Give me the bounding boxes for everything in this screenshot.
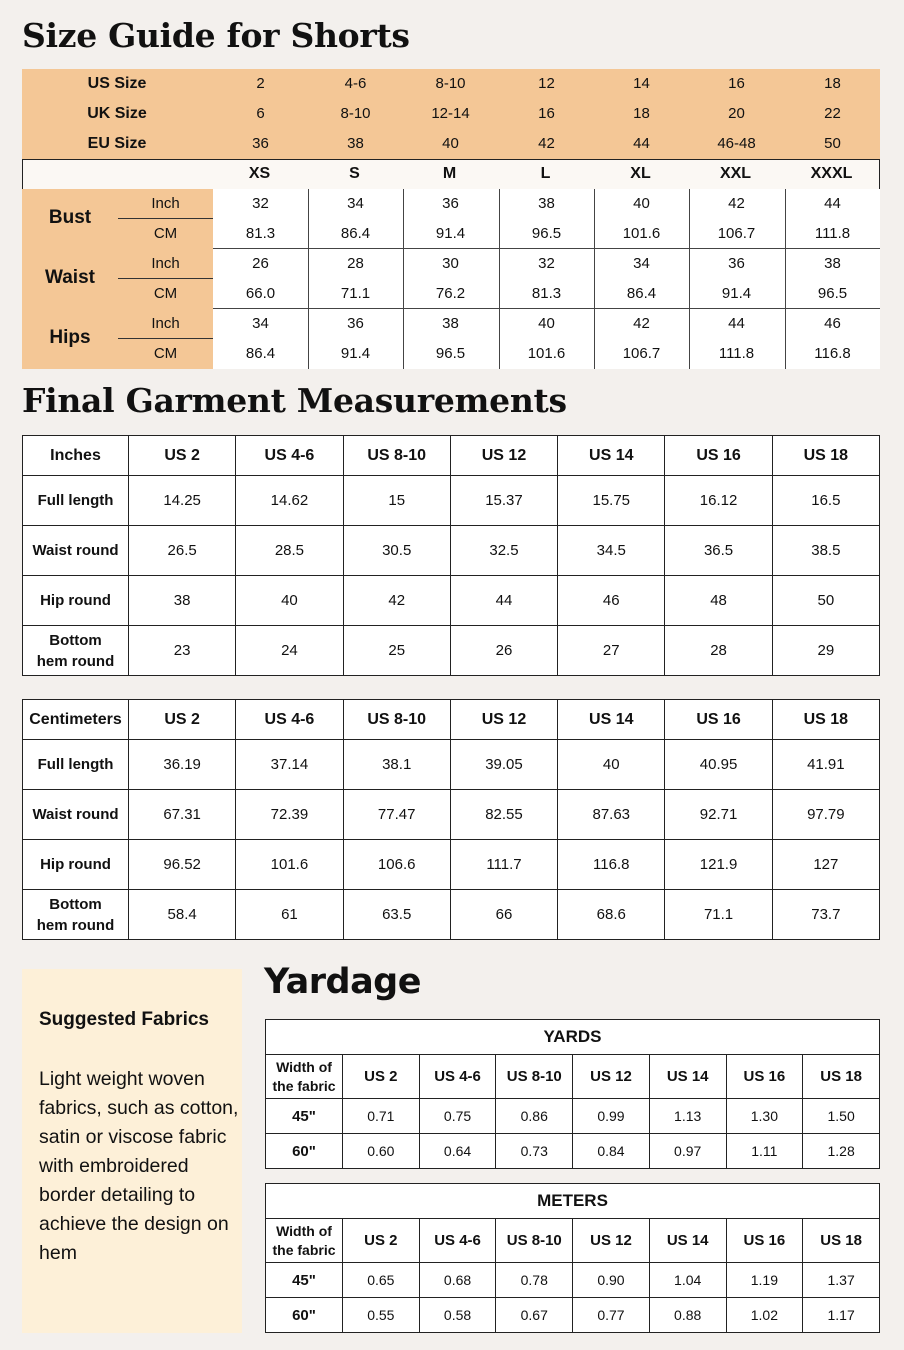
width-header <box>266 1219 343 1263</box>
column-header: US 14 <box>558 700 665 740</box>
table-row <box>23 840 880 890</box>
table-cell: 68.6 <box>558 890 665 940</box>
inch-value: 38 <box>538 195 555 212</box>
column-header: US 16 <box>726 1055 803 1099</box>
hips-measurements <box>22 309 880 369</box>
suggested-fabrics-panel <box>22 969 242 1333</box>
table-cell: 15.37 <box>450 476 557 526</box>
table-row <box>266 1263 880 1298</box>
inch-value: 40 <box>538 315 555 332</box>
table-cell: 30.5 <box>343 526 450 576</box>
row-label: Full length <box>23 476 129 526</box>
cm-value: 91.4 <box>340 345 371 362</box>
table-cell: 0.73 <box>496 1134 573 1169</box>
cm-value: 111.8 <box>814 225 851 242</box>
column-header: US 8-10 <box>496 1219 573 1263</box>
table-cell: 0.60 <box>343 1134 420 1169</box>
column-header: US 8-10 <box>343 436 450 476</box>
cm-value: 101.6 <box>622 225 661 242</box>
column-header: US 16 <box>726 1219 803 1263</box>
size-cell: 50 <box>824 135 841 152</box>
width-header-line: Width of <box>276 1058 332 1075</box>
table-cell: 15 <box>343 476 450 526</box>
column-header: US 2 <box>343 1219 420 1263</box>
table-cell: 82.55 <box>450 790 557 840</box>
table-cell: 63.5 <box>343 890 450 940</box>
cm-value: 116.8 <box>814 345 851 362</box>
row-label-line: hem round <box>36 916 115 934</box>
table-cell: 0.97 <box>649 1134 726 1169</box>
meters-table <box>265 1183 880 1333</box>
table-cell: 96.52 <box>129 840 236 890</box>
cm-value: 76.2 <box>435 285 466 302</box>
unit-header: Centimeters <box>23 700 129 740</box>
row-label: Hip round <box>23 840 129 890</box>
garment-centimeters-table <box>22 699 880 940</box>
table-cell: 26 <box>450 626 557 676</box>
row-label: Full length <box>23 740 129 790</box>
row-label: Waist round <box>23 526 129 576</box>
inch-value: 46 <box>824 315 841 332</box>
size-cell: 20 <box>728 105 745 122</box>
garment-inches-table <box>22 435 880 676</box>
table-caption: YARDS <box>266 1020 880 1055</box>
table-cell: 0.71 <box>343 1099 420 1134</box>
table-cell: 92.71 <box>665 790 772 840</box>
column-header: US 18 <box>772 700 879 740</box>
letter-size: M <box>442 165 457 182</box>
table-cell: 73.7 <box>772 890 879 940</box>
unit-header: Inches <box>23 436 129 476</box>
row-label-line: Bottom <box>49 895 102 913</box>
table-cell: 36.19 <box>129 740 236 790</box>
width-header-line: the fabric <box>272 1241 336 1258</box>
table-cell: 16.12 <box>665 476 772 526</box>
inch-value: 34 <box>347 195 364 212</box>
size-cell: 18 <box>633 105 650 122</box>
inch-value: 40 <box>633 195 650 212</box>
table-cell: 0.75 <box>419 1099 496 1134</box>
cm-value: 106.7 <box>622 345 661 362</box>
letter-size: XL <box>630 165 651 182</box>
row-label: UK Size <box>87 105 147 122</box>
caption-row <box>266 1184 880 1219</box>
us-size-row <box>22 69 880 99</box>
table-cell: 0.77 <box>573 1298 650 1333</box>
table-cell: 1.30 <box>726 1099 803 1134</box>
suggested-fabrics-text: Light weight woven fabrics, such as cotton, satin or viscose fabric with embroidered border detailing to achieve the design on hem <box>39 1068 239 1264</box>
table-cell: 0.84 <box>573 1134 650 1169</box>
column-header: US 4-6 <box>419 1219 496 1263</box>
table-cell: 0.86 <box>496 1099 573 1134</box>
header-row <box>23 436 880 476</box>
yardage-title: Yardage <box>264 962 421 1002</box>
column-header: US 12 <box>450 436 557 476</box>
letter-size: XXL <box>719 165 752 182</box>
table-cell: 1.02 <box>726 1298 803 1333</box>
size-cell: 16 <box>538 105 555 122</box>
cm-value: 101.6 <box>527 345 566 362</box>
column-header: US 2 <box>129 436 236 476</box>
table-cell: 46 <box>558 576 665 626</box>
table-cell: 38.1 <box>343 740 450 790</box>
table-cell: 101.6 <box>236 840 343 890</box>
cm-value: 96.5 <box>435 345 466 362</box>
table-cell: 0.90 <box>573 1263 650 1298</box>
table-cell: 87.63 <box>558 790 665 840</box>
table-cell: 0.68 <box>419 1263 496 1298</box>
suggested-fabrics-title: Suggested Fabrics <box>39 1009 209 1030</box>
inch-value: 32 <box>538 255 555 272</box>
caption-row <box>266 1020 880 1055</box>
size-cell: 44 <box>633 135 650 152</box>
letter-size-row <box>22 159 880 190</box>
table-row <box>23 476 880 526</box>
inch-value: 30 <box>442 255 459 272</box>
final-garment-title: Final Garment Measurements <box>22 381 567 420</box>
column-header: US 14 <box>649 1219 726 1263</box>
table-cell: 27 <box>558 626 665 676</box>
cm-value: 91.4 <box>435 225 466 242</box>
size-cell: 6 <box>256 105 265 122</box>
table-cell: 116.8 <box>558 840 665 890</box>
body-part-label: Bust <box>48 207 92 228</box>
table-cell: 23 <box>129 626 236 676</box>
header-row <box>266 1219 880 1263</box>
table-cell: 58.4 <box>129 890 236 940</box>
table-cell: 28.5 <box>236 526 343 576</box>
unit-label-cm: CM <box>153 285 178 302</box>
inch-value: 42 <box>633 315 650 332</box>
table-cell: 41.91 <box>772 740 879 790</box>
table-row <box>266 1298 880 1333</box>
table-cell: 15.75 <box>558 476 665 526</box>
table-cell: 72.39 <box>236 790 343 840</box>
table-cell: 38 <box>129 576 236 626</box>
column-header: US 4-6 <box>419 1055 496 1099</box>
inch-value: 36 <box>347 315 364 332</box>
inch-value: 38 <box>442 315 459 332</box>
body-part-label: Hips <box>49 327 91 348</box>
table-cell: 121.9 <box>665 840 772 890</box>
table-cell: 1.28 <box>803 1134 880 1169</box>
table-cell: 29 <box>772 626 879 676</box>
table-cell: 44 <box>450 576 557 626</box>
table-cell: 25 <box>343 626 450 676</box>
unit-label-cm: CM <box>153 345 178 362</box>
unit-label-cm: CM <box>153 225 178 242</box>
letter-size: XXXL <box>810 165 853 182</box>
table-cell: 0.64 <box>419 1134 496 1169</box>
table-row <box>23 576 880 626</box>
table-cell: 66 <box>450 890 557 940</box>
size-cell: 40 <box>442 135 459 152</box>
table-cell: 0.67 <box>496 1298 573 1333</box>
table-cell: 77.47 <box>343 790 450 840</box>
row-label: 45" <box>266 1263 343 1298</box>
header-row <box>23 700 880 740</box>
size-cell: 38 <box>347 135 364 152</box>
inch-value: 26 <box>252 255 269 272</box>
row-label: Hip round <box>23 576 129 626</box>
row-label: 60" <box>266 1134 343 1169</box>
table-cell: 14.62 <box>236 476 343 526</box>
table-cell: 1.04 <box>649 1263 726 1298</box>
row-label <box>23 890 129 940</box>
column-header: US 16 <box>665 436 772 476</box>
table-cell: 0.58 <box>419 1298 496 1333</box>
table-cell: 42 <box>343 576 450 626</box>
table-row <box>266 1134 880 1169</box>
size-cell: 4-6 <box>344 75 367 92</box>
table-cell: 0.65 <box>343 1263 420 1298</box>
table-cell: 97.79 <box>772 790 879 840</box>
row-label: Waist round <box>23 790 129 840</box>
size-cell: 36 <box>252 135 269 152</box>
table-cell: 32.5 <box>450 526 557 576</box>
table-cell: 0.99 <box>573 1099 650 1134</box>
cm-value: 66.0 <box>245 285 276 302</box>
cm-value: 86.4 <box>245 345 276 362</box>
cm-value: 91.4 <box>721 285 752 302</box>
table-row <box>266 1099 880 1134</box>
size-guide-title: Size Guide for Shorts <box>22 16 410 55</box>
table-cell: 1.17 <box>803 1298 880 1333</box>
column-header: US 14 <box>558 436 665 476</box>
table-cell: 127 <box>772 840 879 890</box>
column-header: US 8-10 <box>496 1055 573 1099</box>
table-cell: 24 <box>236 626 343 676</box>
table-caption: METERS <box>266 1184 880 1219</box>
table-cell: 71.1 <box>665 890 772 940</box>
column-header: US 12 <box>573 1219 650 1263</box>
column-header: US 18 <box>803 1055 880 1099</box>
table-row <box>23 526 880 576</box>
inch-value: 34 <box>633 255 650 272</box>
cm-value: 86.4 <box>626 285 657 302</box>
column-header: US 18 <box>772 436 879 476</box>
table-cell: 61 <box>236 890 343 940</box>
table-cell: 40.95 <box>665 740 772 790</box>
column-header: US 8-10 <box>343 700 450 740</box>
row-label: US Size <box>87 75 147 92</box>
table-cell: 34.5 <box>558 526 665 576</box>
table-cell: 1.11 <box>726 1134 803 1169</box>
column-header: US 18 <box>803 1219 880 1263</box>
cm-value: 106.7 <box>717 225 756 242</box>
column-header: US 4-6 <box>236 436 343 476</box>
table-row <box>23 626 880 676</box>
width-header <box>266 1055 343 1099</box>
inch-value: 32 <box>252 195 269 212</box>
size-cell: 18 <box>824 75 841 92</box>
column-header: US 4-6 <box>236 700 343 740</box>
letter-size: S <box>349 165 360 182</box>
cm-value: 86.4 <box>340 225 371 242</box>
cm-value: 111.8 <box>718 345 755 362</box>
table-cell: 39.05 <box>450 740 557 790</box>
row-label: 60" <box>266 1298 343 1333</box>
table-cell: 67.31 <box>129 790 236 840</box>
unit-label-inch: Inch <box>151 315 180 332</box>
table-row <box>23 790 880 840</box>
column-header: US 2 <box>129 700 236 740</box>
inch-value: 42 <box>728 195 745 212</box>
table-cell: 1.50 <box>803 1099 880 1134</box>
bust-measurements <box>22 189 880 249</box>
column-header: US 12 <box>450 700 557 740</box>
uk-size-row <box>22 99 880 129</box>
size-cell: 8-10 <box>435 75 466 92</box>
cm-value: 96.5 <box>817 285 848 302</box>
width-header-line: Width of <box>276 1222 332 1239</box>
table-row <box>23 890 880 940</box>
table-cell: 16.5 <box>772 476 879 526</box>
table-cell: 1.19 <box>726 1263 803 1298</box>
inch-value: 38 <box>824 255 841 272</box>
eu-size-row <box>22 129 880 159</box>
column-header: US 2 <box>343 1055 420 1099</box>
size-cell: 16 <box>728 75 745 92</box>
table-cell: 106.6 <box>343 840 450 890</box>
inch-value: 34 <box>252 315 269 332</box>
table-cell: 40 <box>236 576 343 626</box>
size-cell: 12-14 <box>431 105 470 122</box>
size-region-table <box>22 69 880 159</box>
size-cell: 8-10 <box>340 105 371 122</box>
body-part-label: Waist <box>45 267 95 288</box>
letter-size: L <box>540 165 551 182</box>
table-row <box>23 740 880 790</box>
row-label-line: Bottom <box>49 631 102 649</box>
size-cell: 42 <box>538 135 555 152</box>
row-label: 45" <box>266 1099 343 1134</box>
size-cell: 2 <box>256 75 265 92</box>
cm-value: 81.3 <box>531 285 562 302</box>
row-label <box>23 626 129 676</box>
inch-value: 44 <box>824 195 841 212</box>
table-cell: 14.25 <box>129 476 236 526</box>
size-cell: 22 <box>824 105 841 122</box>
inch-value: 44 <box>728 315 745 332</box>
table-cell: 40 <box>558 740 665 790</box>
inch-value: 36 <box>728 255 745 272</box>
width-header-line: the fabric <box>272 1077 336 1094</box>
cm-value: 81.3 <box>245 225 276 242</box>
table-cell: 37.14 <box>236 740 343 790</box>
table-cell: 26.5 <box>129 526 236 576</box>
table-cell: 1.37 <box>803 1263 880 1298</box>
row-label: EU Size <box>87 135 147 152</box>
size-cell: 46-48 <box>717 135 756 152</box>
unit-label-inch: Inch <box>151 195 180 212</box>
table-cell: 0.78 <box>496 1263 573 1298</box>
table-cell: 0.88 <box>649 1298 726 1333</box>
table-cell: 48 <box>665 576 772 626</box>
column-header: US 12 <box>573 1055 650 1099</box>
table-cell: 0.55 <box>343 1298 420 1333</box>
inch-value: 28 <box>347 255 364 272</box>
column-header: US 16 <box>665 700 772 740</box>
table-cell: 1.13 <box>649 1099 726 1134</box>
inch-value: 36 <box>442 195 459 212</box>
header-row <box>266 1055 880 1099</box>
row-label-line: hem round <box>36 652 115 670</box>
yards-table <box>265 1019 880 1169</box>
letter-size: XS <box>248 165 271 182</box>
cm-value: 71.1 <box>340 285 371 302</box>
table-cell: 111.7 <box>450 840 557 890</box>
column-header: US 14 <box>649 1055 726 1099</box>
size-cell: 12 <box>538 75 555 92</box>
size-cell: 14 <box>633 75 650 92</box>
unit-label-inch: Inch <box>151 255 180 272</box>
table-cell: 50 <box>772 576 879 626</box>
table-cell: 36.5 <box>665 526 772 576</box>
table-cell: 28 <box>665 626 772 676</box>
cm-value: 96.5 <box>531 225 562 242</box>
waist-measurements <box>22 249 880 309</box>
table-cell: 38.5 <box>772 526 879 576</box>
